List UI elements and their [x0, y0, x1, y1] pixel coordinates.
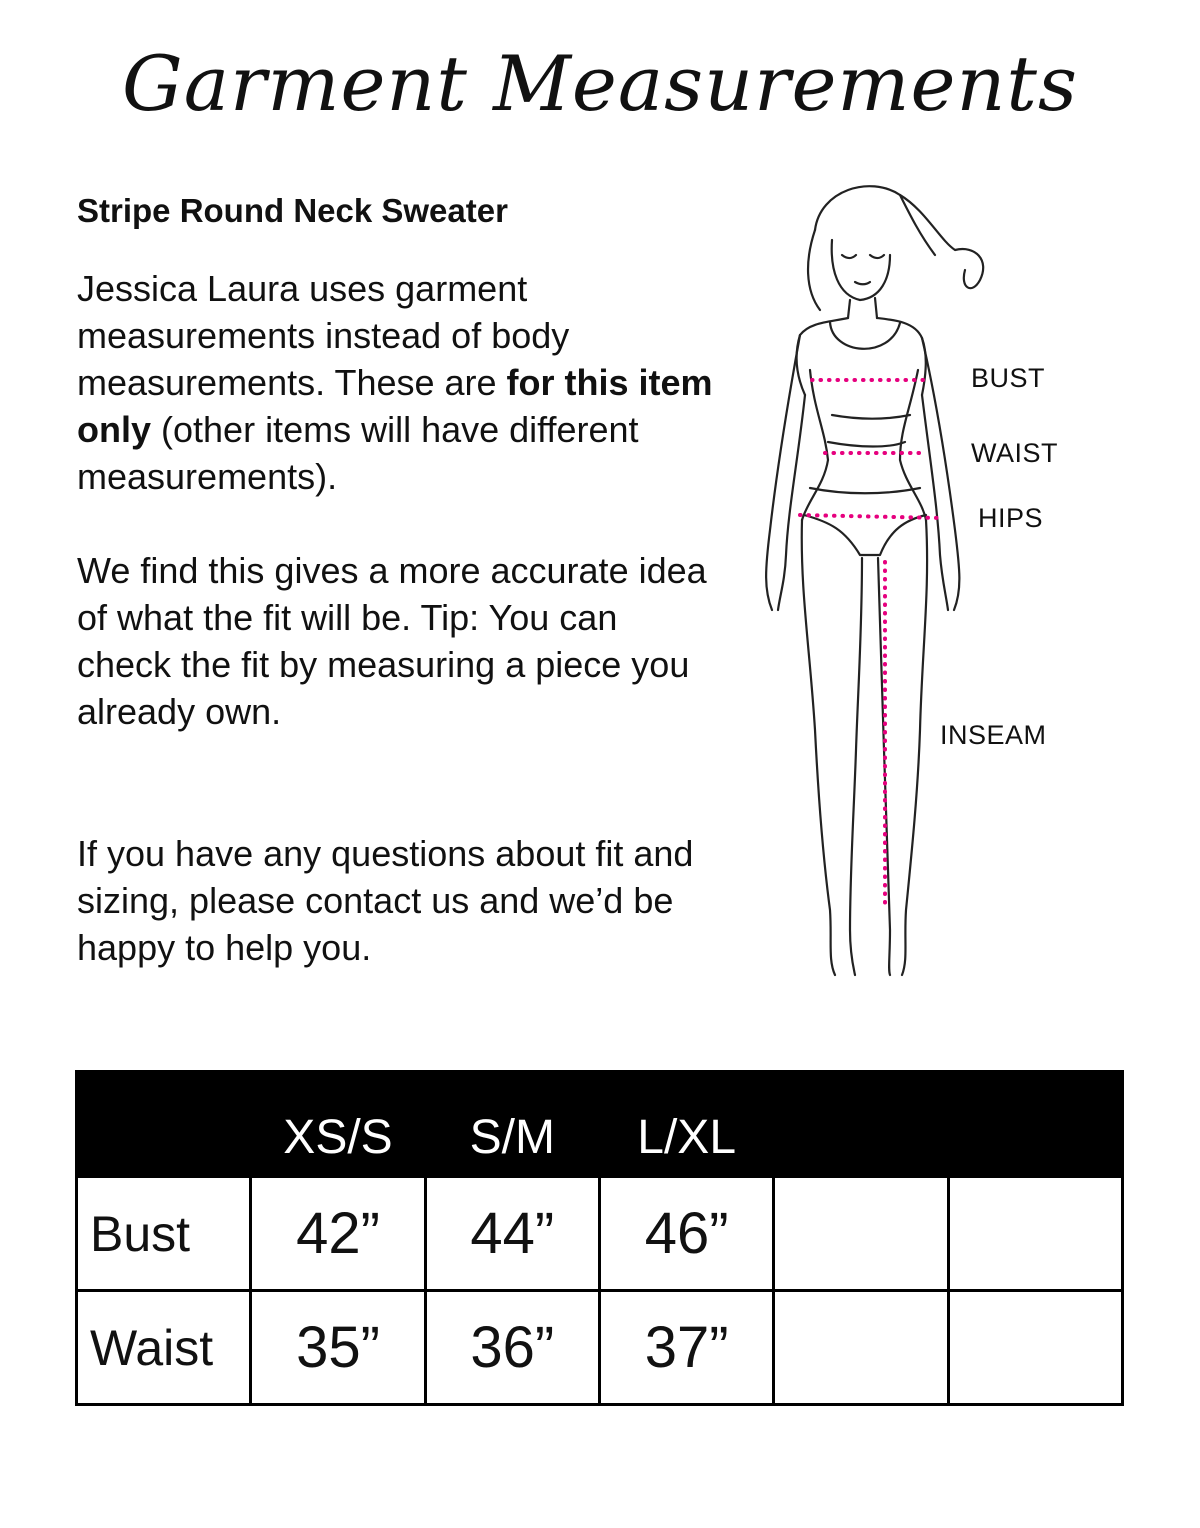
table-header-cell — [77, 1072, 251, 1177]
product-name: Stripe Round Neck Sweater — [77, 192, 508, 229]
table-cell — [774, 1291, 948, 1405]
table-cell — [948, 1177, 1122, 1291]
woman-outline-illustration — [750, 170, 1070, 990]
row-label: Bust — [77, 1177, 251, 1291]
table-header-cell — [774, 1072, 948, 1177]
contact-paragraph: If you have any questions about fit and sizing, please contact us and we’d be happy to help you. — [77, 833, 694, 968]
table-cell: 44” — [425, 1177, 599, 1291]
table-header-cell: XS/S — [251, 1072, 425, 1177]
table-header-cell — [948, 1072, 1122, 1177]
intro-emphasis: for this item only — [77, 362, 713, 450]
table-header-cell: L/XL — [599, 1072, 773, 1177]
row-label: Waist — [77, 1291, 251, 1405]
table-cell — [948, 1291, 1122, 1405]
intro-text-2: (other items will have different measurements). — [77, 409, 639, 497]
size-table — [75, 1070, 1124, 1406]
intro-text-1: Jessica Laura uses garment measurements instead of body measurements. These are — [77, 268, 570, 403]
table-cell — [774, 1177, 948, 1291]
table-row — [77, 1291, 1123, 1405]
page-title: Garment Measurements — [122, 39, 1078, 128]
intro-paragraph — [77, 265, 717, 500]
table-header-row — [77, 1072, 1123, 1177]
waist-label: WAIST — [971, 438, 1058, 468]
table-row — [77, 1177, 1123, 1291]
fit-tip-paragraph: We find this gives a more accurate idea of what the fit will be. Tip: You can check the fit by measuring a piece you already own. — [77, 550, 707, 732]
body-measurement-figure — [750, 170, 1070, 990]
table-cell: 37” — [599, 1291, 773, 1405]
table-cell: 46” — [599, 1177, 773, 1291]
table-cell: 36” — [425, 1291, 599, 1405]
table-header-cell: S/M — [425, 1072, 599, 1177]
table-cell: 35” — [251, 1291, 425, 1405]
table-cell: 42” — [251, 1177, 425, 1291]
hips-label: HIPS — [978, 503, 1044, 533]
bust-label: BUST — [971, 363, 1046, 393]
inseam-label: INSEAM — [940, 720, 1047, 750]
